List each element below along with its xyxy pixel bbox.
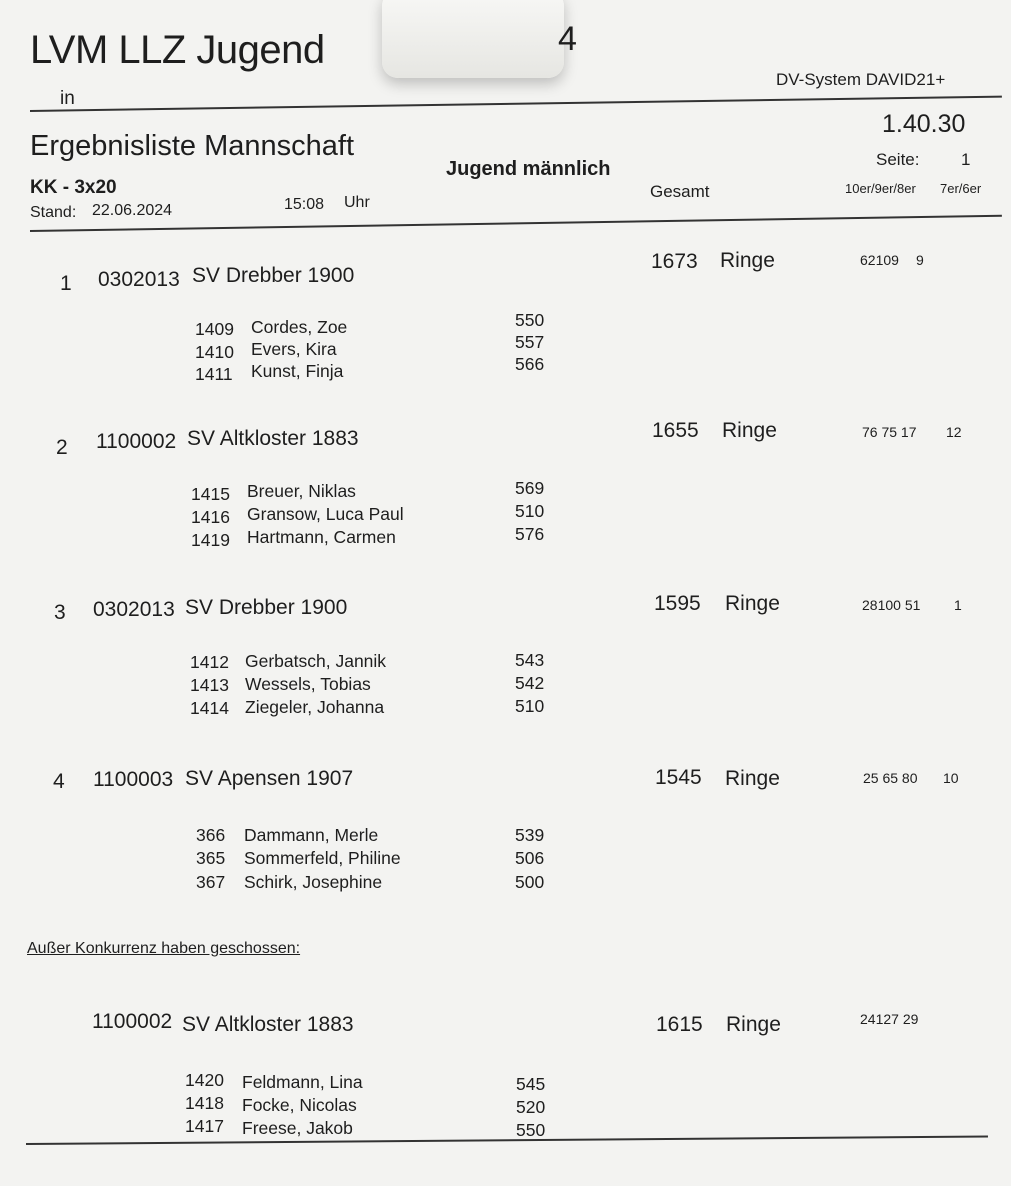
team-ring-counts-2: 9 — [916, 252, 924, 268]
shooter-score: 566 — [515, 354, 545, 374]
team-ring-counts: 62109 — [860, 252, 899, 268]
team-club-name: SV Drebber 1900 — [185, 596, 348, 619]
ring-columns-label: 10er/9er/8er — [845, 181, 916, 196]
shooter-name: Dammann, Merle — [244, 825, 379, 845]
shooter-name: Cordes, Zoe — [251, 317, 348, 337]
shooter-name: Hartmann, Carmen — [247, 527, 396, 547]
stand-date: 22.06.2024 — [92, 202, 173, 219]
shooter-id: 1414 — [190, 698, 229, 718]
shooter-id: 1409 — [195, 319, 234, 339]
shooter-name: Gransow, Luca Paul — [247, 504, 404, 524]
time-unit: Uhr — [344, 194, 370, 211]
team-ring-counts-2: 1 — [954, 597, 962, 613]
page-number-top: 4 — [558, 20, 577, 58]
team-total-unit: Ringe — [720, 249, 775, 272]
team-club-name: SV Altkloster 1883 — [187, 427, 359, 450]
outside-ring-counts: 24127 29 — [860, 1011, 919, 1027]
team-club-id: 0302013 — [93, 598, 175, 621]
in-label: in — [60, 88, 75, 109]
shooter-name: Ziegeler, Johanna — [245, 697, 385, 717]
team-club-id: 1100002 — [96, 430, 177, 453]
shooter-id: 1417 — [185, 1116, 224, 1136]
shooter-id: 1416 — [191, 507, 230, 527]
shooter-score: 569 — [515, 478, 545, 498]
shooter-name: Evers, Kira — [251, 339, 337, 359]
team-total-unit: Ringe — [725, 767, 780, 790]
document-title: LVM LLZ Jugend — [30, 28, 325, 72]
shooter-score: 510 — [515, 696, 545, 716]
shooter-name: Gerbatsch, Jannik — [245, 651, 387, 671]
team-ring-counts: 28100 51 — [862, 597, 921, 613]
shooter-score: 520 — [516, 1097, 546, 1117]
ring-columns-label-2: 7er/6er — [940, 181, 982, 196]
team-club-id: 1100003 — [93, 768, 174, 791]
shooter-score: 550 — [515, 310, 545, 330]
team-total: 1673 — [651, 250, 698, 273]
shooter-id: 1418 — [185, 1093, 224, 1113]
header-rule-bottom — [30, 215, 1002, 232]
team-ring-counts: 76 75 17 — [862, 424, 917, 440]
team-rank: 3 — [54, 601, 66, 624]
team-club-id: 0302013 — [98, 268, 180, 291]
shooter-name: Breuer, Niklas — [247, 481, 356, 501]
version-label: 1.40.30 — [882, 110, 966, 138]
time-value: 15:08 — [284, 196, 325, 213]
team-total: 1545 — [655, 766, 702, 789]
team-ring-counts-2: 12 — [946, 424, 962, 440]
shooter-id: 365 — [196, 848, 226, 868]
shooter-score: 542 — [515, 673, 545, 693]
outside-club-name: SV Altkloster 1883 — [182, 1013, 354, 1036]
team-rank: 2 — [56, 436, 68, 459]
binder-clip — [382, 0, 564, 78]
shooter-score: 539 — [515, 825, 545, 845]
shooter-name: Sommerfeld, Philine — [244, 848, 401, 868]
shooter-score: 500 — [515, 872, 545, 892]
shooter-id: 1410 — [195, 342, 234, 362]
shooter-id: 1420 — [185, 1070, 224, 1090]
total-column-label: Gesamt — [650, 182, 710, 201]
outside-total: 1615 — [656, 1013, 703, 1036]
list-title: Ergebnisliste Mannschaft — [30, 130, 354, 162]
shooter-id: 1412 — [190, 652, 229, 672]
team-club-name: SV Apensen 1907 — [185, 767, 354, 790]
team-total: 1655 — [652, 419, 699, 442]
shooter-name: Wessels, Tobias — [245, 674, 371, 694]
shooter-id: 1411 — [195, 364, 233, 384]
discipline-label: KK - 3x20 — [30, 177, 117, 198]
shooter-id: 366 — [196, 825, 226, 845]
shooter-score: 545 — [516, 1074, 546, 1094]
shooter-score: 510 — [515, 501, 545, 521]
footer-rule — [26, 1135, 988, 1145]
shooter-id: 1415 — [191, 484, 230, 504]
shooter-score: 543 — [515, 650, 545, 670]
shooter-score: 557 — [515, 332, 545, 352]
team-ring-counts-2: 10 — [943, 770, 959, 786]
team-club-name: SV Drebber 1900 — [192, 264, 355, 287]
header-rule-top — [30, 96, 1002, 112]
team-ring-counts: 25 65 80 — [863, 770, 918, 786]
shooter-score: 576 — [515, 524, 545, 544]
shooter-id: 367 — [196, 872, 226, 892]
shooter-name: Feldmann, Lina — [242, 1072, 363, 1092]
outside-competition-heading: Außer Konkurrenz haben geschossen: — [27, 940, 301, 957]
outside-club-id: 1100002 — [92, 1010, 173, 1033]
shooter-name: Focke, Nicolas — [242, 1095, 357, 1115]
shooter-name: Kunst, Finja — [251, 361, 344, 381]
team-rank: 1 — [60, 272, 72, 295]
shooter-id: 1413 — [190, 675, 229, 695]
stand-label: Stand: — [30, 204, 77, 221]
team-rank: 4 — [53, 770, 65, 793]
page-value: 1 — [961, 150, 971, 169]
shooter-name: Freese, Jakob — [242, 1118, 353, 1138]
outside-total-unit: Ringe — [726, 1013, 781, 1036]
team-total-unit: Ringe — [725, 592, 780, 615]
team-total: 1595 — [654, 592, 701, 615]
shooter-score: 550 — [516, 1120, 546, 1140]
shooter-score: 506 — [515, 848, 545, 868]
page-label: Seite: — [876, 150, 920, 169]
team-total-unit: Ringe — [722, 419, 777, 442]
category-label: Jugend männlich — [446, 158, 611, 180]
system-label: DV-System DAVID21+ — [776, 70, 946, 89]
shooter-id: 1419 — [191, 530, 230, 550]
shooter-name: Schirk, Josephine — [244, 872, 383, 892]
